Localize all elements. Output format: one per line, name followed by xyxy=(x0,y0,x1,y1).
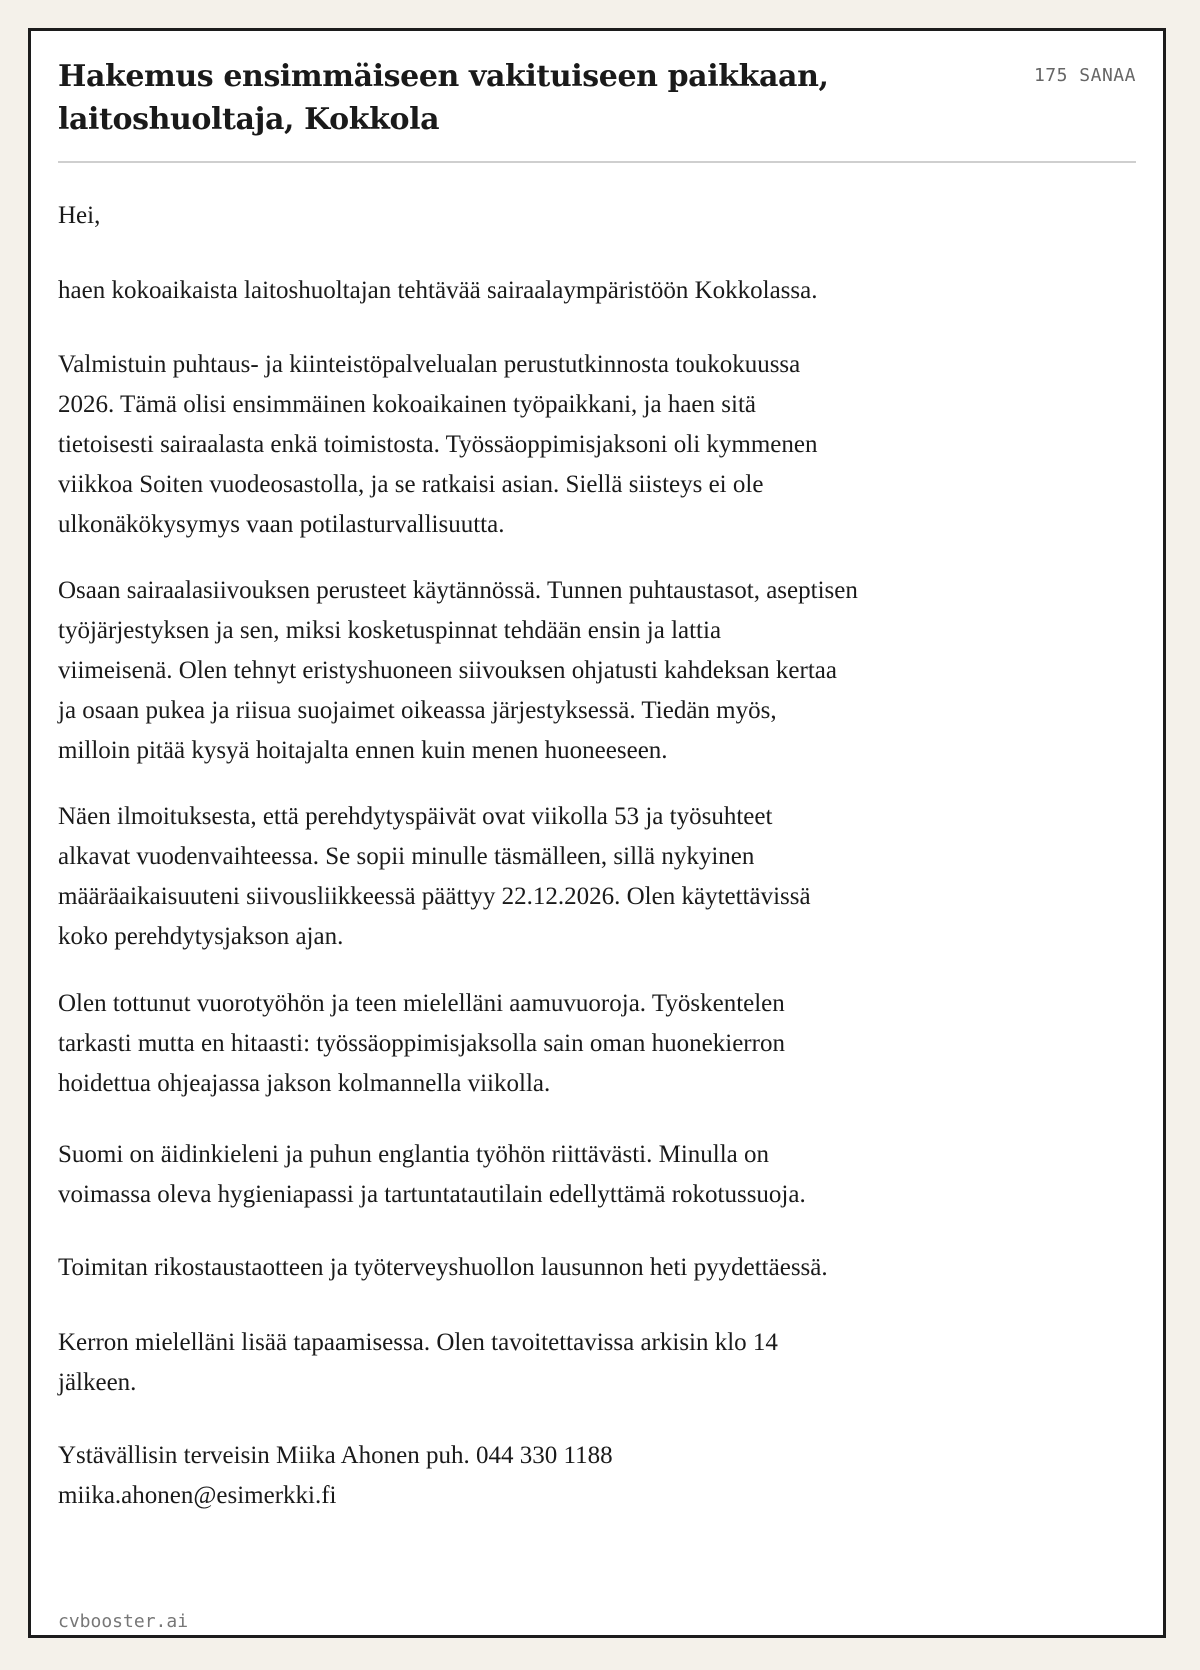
letter-title xyxy=(58,55,938,141)
paragraph-line: Osaan sairaalasiivouksen perusteet käytännössä. Tunnen puhtaustasot, aseptisen xyxy=(58,577,858,604)
paragraph-line: koko perehdytysjakson ajan. xyxy=(58,923,344,950)
paragraph-line: viikkoa Soiten vuodeosastolla, ja se ratkaisi asian. Siellä siisteys ei ole xyxy=(58,471,764,498)
paragraph-line: jälkeen. xyxy=(58,1369,137,1396)
paragraph-line: Näen ilmoituksesta, että perehdytyspäivät ovat viikolla 53 ja työsuhteet xyxy=(58,803,773,830)
letter-card xyxy=(28,28,1166,1638)
availability-paragraph xyxy=(58,797,1108,957)
skills-paragraph xyxy=(58,571,1108,771)
education-paragraph xyxy=(58,345,1108,545)
documents-paragraph xyxy=(58,1248,1108,1288)
paragraph-line: tietoisesti sairaalasta enkä toimistosta. Työssäoppimisjaksoni oli kymmenen xyxy=(58,431,818,458)
signature-email: miika.ahonen@esimerkki.fi xyxy=(58,1482,337,1509)
paragraph-line: Suomi on äidinkieleni ja puhun englantia työhön riittävästi. Minulla on xyxy=(58,1141,770,1168)
language-paragraph xyxy=(58,1135,1108,1215)
title-line: Hakemus ensimmäiseen vakituiseen paikkaan, xyxy=(58,59,829,94)
word-count-badge: 175 SANAA xyxy=(1033,65,1136,86)
paragraph-line: Olen tottunut vuorotyöhön ja teen mielelläni aamuvuoroja. Työskentelen xyxy=(58,990,785,1017)
paragraph-line: ulkonäkökysymys vaan potilasturvallisuutta. xyxy=(58,511,505,538)
paragraph-line: hoidettua ohjeajassa jakson kolmannella viikolla. xyxy=(58,1070,551,1097)
paragraph-line: ja osaan pukea ja riisua suojaimet oikeassa järjestyksessä. Tiedän myös, xyxy=(58,697,777,724)
signature-line: Ystävällisin terveisin Miika Ahonen puh. 044 330 1188 xyxy=(58,1442,613,1469)
paragraph-line: Kerron mielelläni lisää tapaamisessa. Olen tavoitettavissa arkisin klo 14 xyxy=(58,1329,778,1356)
brand-footer: cvbooster.ai xyxy=(58,1611,189,1632)
signature xyxy=(58,1436,1108,1516)
paragraph-line: voimassa oleva hygieniapassi ja tartuntatautilain edellyttämä rokotussuoja. xyxy=(58,1181,806,1208)
title-line: laitoshuoltaja, Kokkola xyxy=(58,102,440,137)
paragraph-line: työjärjestyksen ja sen, miksi kosketuspinnat tehdään ensin ja lattia xyxy=(58,617,722,644)
paragraph-line: 2026. Tämä olisi ensimmäinen kokoaikainen työpaikkani, ja haen sitä xyxy=(58,391,756,418)
shift-work-paragraph xyxy=(58,984,1108,1104)
paragraph-line: määräaikaisuuteni siivousliikkeessä päättyy 22.12.2026. Olen käytettävissä xyxy=(58,883,811,910)
paragraph-line: viimeisenä. Olen tehnyt eristyshuoneen siivouksen ohjatusti kahdeksan kertaa xyxy=(58,657,837,684)
greeting: Hei, xyxy=(58,202,101,229)
paragraph-line: tarkasti mutta en hitaasti: työssäoppimisjaksolla sain oman huonekierron xyxy=(58,1030,785,1057)
closing-paragraph xyxy=(58,1323,1108,1403)
paragraph-line: Toimitan rikostaustaotteen ja työterveyshuollon lausunnon heti pyydettäessä. xyxy=(58,1254,828,1281)
title-divider xyxy=(58,161,1136,163)
paragraph-line: Valmistuin puhtaus- ja kiinteistöpalvelualan perustutkinnosta toukokuussa xyxy=(58,351,801,378)
paragraph-line: milloin pitää kysyä hoitajalta ennen kuin menen huoneeseen. xyxy=(58,737,668,764)
intro-paragraph xyxy=(58,271,1108,311)
paragraph-line: haen kokoaikaista laitoshuoltajan tehtävää sairaalaympäristöön Kokkolassa. xyxy=(58,277,818,304)
paragraph-line: alkavat vuodenvaihteessa. Se sopii minulle täsmälleen, sillä nykyinen xyxy=(58,843,755,870)
